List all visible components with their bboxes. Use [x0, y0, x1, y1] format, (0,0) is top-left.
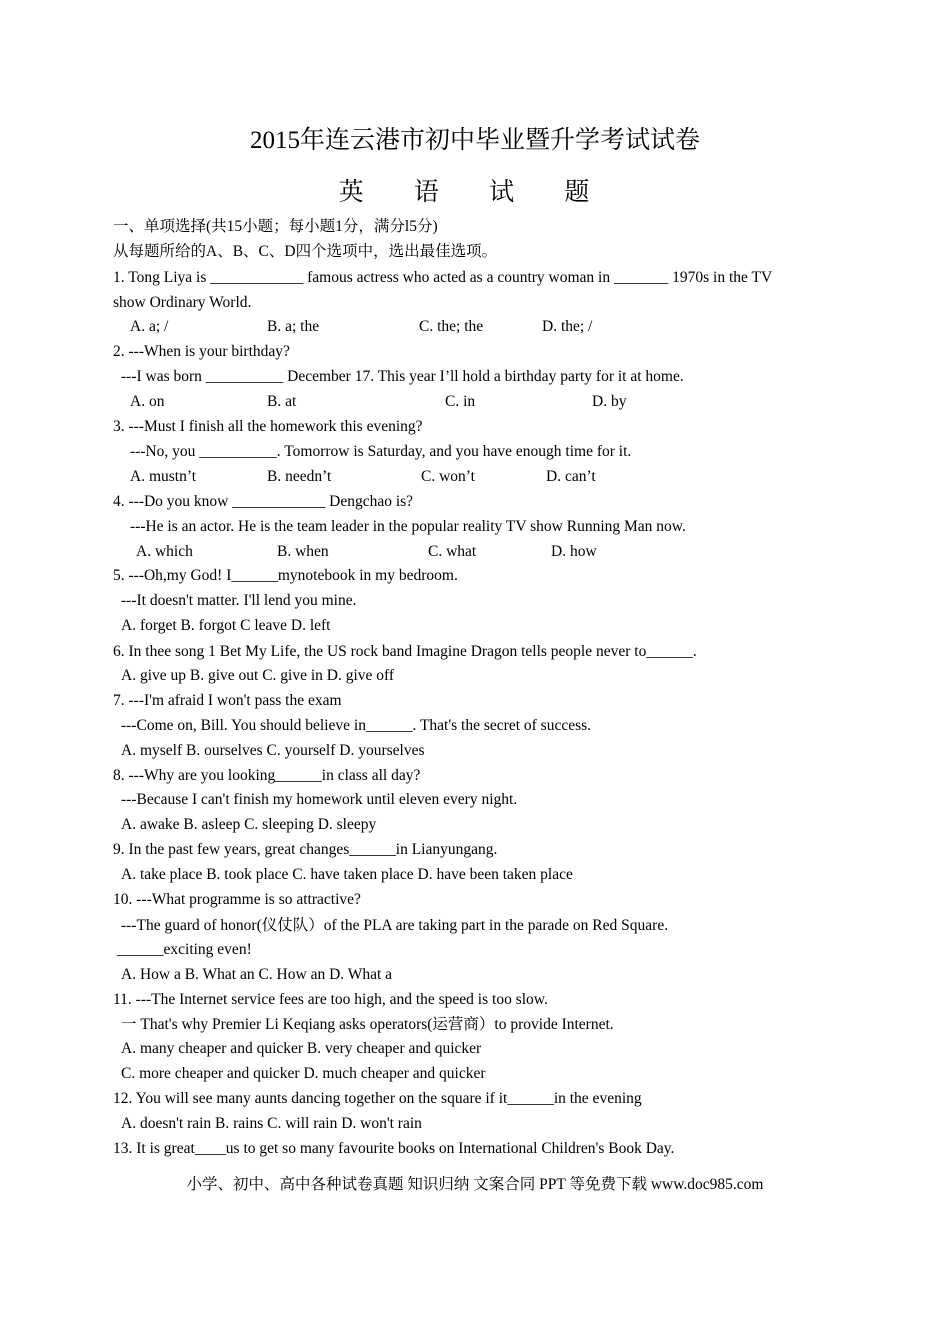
- question-text: ---Because I can't finish my homework until eleven every night.: [121, 791, 518, 808]
- answer-option: C. in: [445, 393, 476, 410]
- answer-options: A. forget B. forgot C leave D. left: [121, 617, 331, 634]
- question-text: ---Come on, Bill. You should believe in______. That's the secret of success.: [121, 717, 592, 734]
- question-text: 2. ---When is your birthday?: [113, 343, 290, 360]
- question-text: ---The guard of honor(仪仗队）of the PLA are taking part in the parade on Red Square.: [121, 917, 669, 934]
- question-text: 3. ---Must I finish all the homework this evening?: [113, 418, 423, 435]
- answer-option: B. a; the: [267, 318, 320, 335]
- question-text: ---No, you __________. Tomorrow is Saturday, and you have enough time for it.: [130, 443, 632, 460]
- question-text: 8. ---Why are you looking______in class all day?: [113, 767, 421, 784]
- answer-options: A. How a B. What an C. How an D. What a: [121, 966, 393, 983]
- question-text: show Ordinary World.: [113, 294, 252, 311]
- question-text: ---I was born __________ December 17. This year I’ll hold a birthday party for it at home.: [121, 368, 684, 385]
- answer-option: A. mustn’t: [130, 468, 197, 485]
- answer-option: C. won’t: [421, 468, 475, 485]
- answer-options: A. give up B. give out C. give in D. give off: [121, 667, 395, 684]
- page-subtitle: 英 语 试 题: [338, 179, 612, 206]
- answer-options: C. more cheaper and quicker D. much cheaper and quicker: [121, 1065, 486, 1082]
- question-text: 1. Tong Liya is ____________ famous actress who acted as a country woman in _______ 1970s in the TV: [113, 269, 773, 286]
- answer-option: A. on: [130, 393, 165, 410]
- question-text: ---He is an actor. He is the team leader in the popular reality TV show Running Man now.: [130, 518, 686, 535]
- question-text: 12. You will see many aunts dancing together on the square if it______in the evening: [113, 1090, 642, 1107]
- page-title: 2015年连云港市初中毕业暨升学考试试卷: [249, 127, 700, 154]
- instructions: 从每题所给的A、B、C、D四个选项中，选出最佳选项。: [113, 243, 498, 260]
- question-text: 13. It is great____us to get so many favourite books on International Children's Book Day.: [113, 1140, 675, 1157]
- question-text: 9. In the past few years, great changes______in Lianyungang.: [113, 841, 498, 858]
- answer-options: A. doesn't rain B. rains C. will rain D. won't rain: [121, 1115, 422, 1132]
- answer-options: A. awake B. asleep C. sleeping D. sleepy: [121, 816, 377, 833]
- answer-option: B. when: [277, 543, 329, 560]
- answer-option: D. the; /: [542, 318, 593, 335]
- answer-option: B. needn’t: [267, 468, 332, 485]
- question-text: 一 That's why Premier Li Keqiang asks operators(运营商）to provide Internet.: [121, 1016, 614, 1033]
- question-text: 5. ---Oh,my God! I______mynotebook in my bedroom.: [113, 567, 458, 584]
- answer-option: A. which: [136, 543, 193, 560]
- question-text: 7. ---I'm afraid I won't pass the exam: [113, 692, 342, 709]
- answer-option: D. how: [551, 543, 597, 560]
- answer-options: A. myself B. ourselves C. yourself D. yourselves: [121, 742, 425, 759]
- question-text: 11. ---The Internet service fees are too high, and the speed is too slow.: [113, 991, 548, 1008]
- question-text: ______exciting even!: [117, 941, 252, 958]
- answer-options: A. take place B. took place C. have taken place D. have been taken place: [121, 866, 573, 883]
- answer-option: D. can’t: [546, 468, 596, 485]
- answer-option: A. a; /: [130, 318, 169, 335]
- answer-options: A. many cheaper and quicker B. very cheaper and quicker: [121, 1040, 482, 1057]
- answer-option: D. by: [592, 393, 627, 410]
- answer-option: C. the; the: [419, 318, 484, 335]
- question-text: 10. ---What programme is so attractive?: [113, 891, 361, 908]
- section-heading: 一、单项选择(共15小题；每小题1分，满分l5分): [113, 218, 438, 235]
- question-text: 6. In thee song 1 Bet My Life, the US rock band Imagine Dragon tells people never to______.: [113, 643, 697, 660]
- question-text: 4. ---Do you know ____________ Dengchao is?: [113, 493, 414, 510]
- question-text: ---It doesn't matter. I'll lend you mine.: [121, 592, 357, 609]
- answer-option: C. what: [428, 543, 477, 560]
- answer-option: B. at: [267, 393, 297, 410]
- page-footer: 小学、初中、高中各种试卷真题 知识归纳 文案合同 PPT 等免费下载 www.doc985.com: [186, 1176, 764, 1193]
